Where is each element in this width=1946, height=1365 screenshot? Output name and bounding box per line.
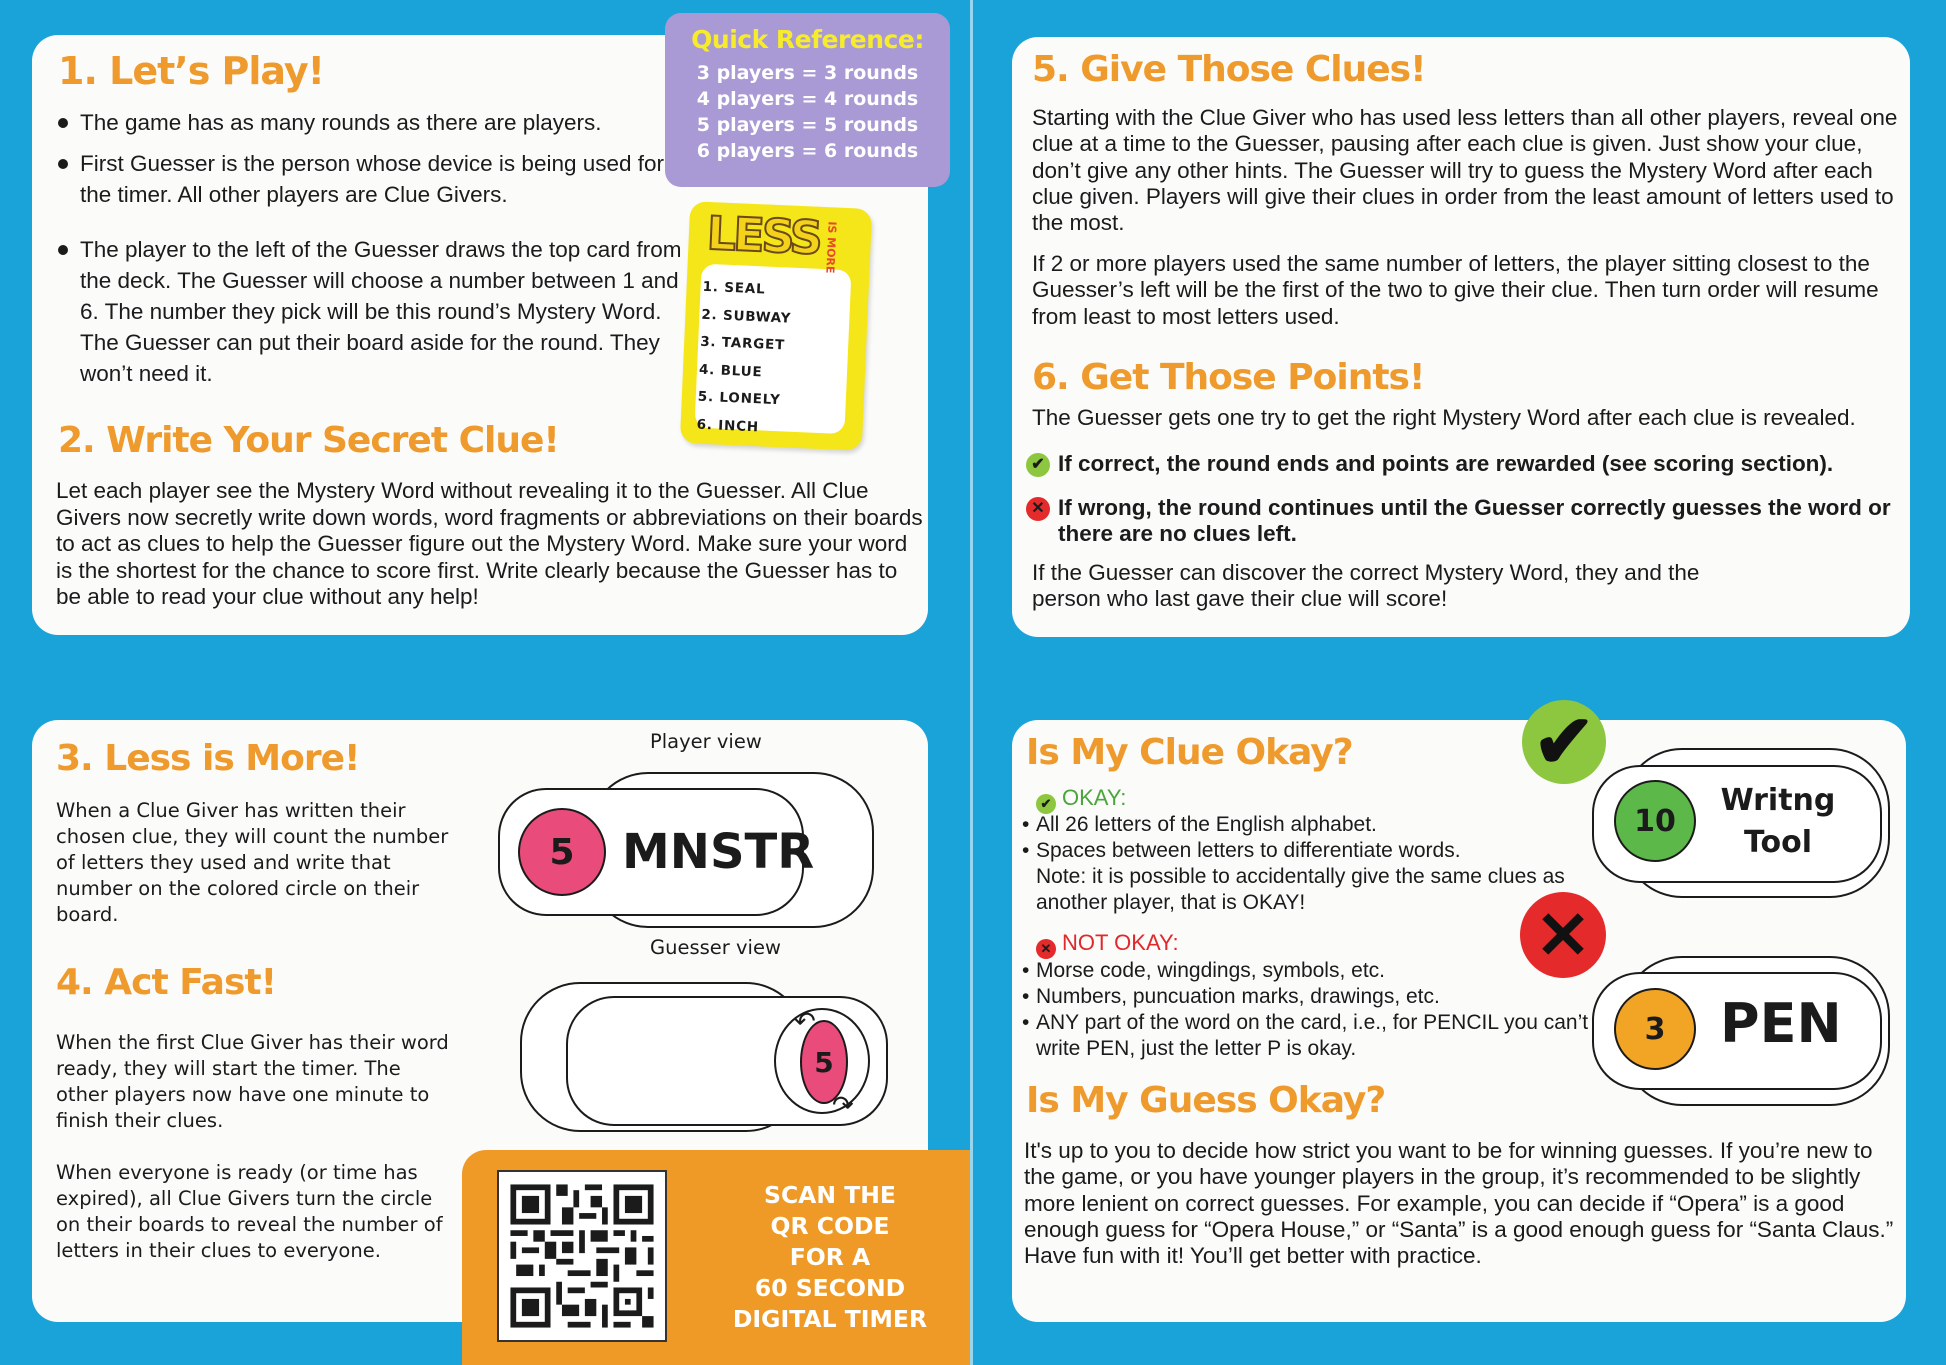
qr-timer-promo — [462, 1150, 970, 1365]
logo-subtitle: IS MORE — [823, 221, 839, 274]
x-icon: ✕ — [1036, 939, 1056, 959]
section-3-body: When a Clue Giver has written their chosen clue, they will count the number of letters they used and write that number on the colored circle on their board. — [56, 799, 449, 926]
bullet-item: First Guesser is the person whose device is being used for the timer. All other players are Clue Givers. — [56, 148, 696, 210]
panel-clue-and-guess-okay — [1012, 700, 1906, 1322]
bullet-item: The player to the left of the Guesser draws the top card from the deck. The Guesser will choose a number between 1 and 6. The number they pick will be this round’s Mystery Word. The Guesser can put their board aside for the round. They won’t need it. — [56, 234, 696, 389]
rotate-arrow-icon: ↶ — [794, 1006, 816, 1036]
bad-example-count: 3 — [1614, 988, 1696, 1070]
section-6-title: 6. Get Those Points! — [1032, 357, 1425, 398]
bullet-dot-icon — [58, 245, 68, 255]
clue-okay-title: Is My Clue Okay? — [1026, 732, 1353, 773]
big-x-icon: ✕ — [1520, 892, 1606, 978]
bullet-dot-icon — [58, 159, 68, 169]
lets-play-bullets — [56, 107, 696, 399]
word-item: 4. BLUE — [698, 361, 763, 380]
x-icon: ✕ — [1026, 497, 1050, 521]
not-okay-list — [1022, 958, 1622, 1062]
qr-code[interactable] — [497, 1170, 667, 1342]
qr-code-icon — [499, 1172, 665, 1340]
section-2-title: 2. Write Your Secret Clue! — [58, 420, 559, 461]
word-item: 3. TARGET — [699, 333, 786, 354]
big-check-icon: ✔ — [1522, 700, 1606, 784]
qr-promo-text: SCAN THE QR CODE FOR A 60 SECOND DIGITAL TIMER — [732, 1181, 928, 1333]
if-correct-rule: ✔ If correct, the round ends and points are rewarded (see scoring section). — [1026, 451, 1896, 477]
section-2-body: Let each player see the Mystery Word without revealing it to the Guesser. All Clue Givers now secretly write down words, word fragments or abbreviations on their boards to act as clues to help the Guesser figure out the Mystery Word. Make sure your word is the shortest for the chance to score first. Write clearly because the Guesser has to be able to read your clue without any help! — [56, 478, 923, 609]
quick-reference-row: 3 players = 3 rounds — [696, 62, 919, 84]
check-icon: ✔ — [1026, 453, 1050, 477]
word-item: 1. SEAL — [702, 278, 766, 298]
word-item: 5. LONELY — [697, 388, 781, 409]
rotate-arrow-icon: ↷ — [832, 1090, 854, 1120]
page-fold-crease — [970, 0, 973, 1365]
okay-item: • All 26 letters of the English alphabet. — [1022, 813, 1377, 836]
flipped-count-circle: 5 — [800, 1020, 848, 1104]
good-example-count: 10 — [1614, 780, 1696, 862]
section-4-para-2: When everyone is ready (or time has expired), all Clue Givers turn the circle on their boards to reveal the number of letters in their clues to everyone. — [56, 1161, 443, 1262]
panel-clues-and-points — [1012, 37, 1910, 637]
section-6-intro: The Guesser gets one try to get the right Mystery Word after each clue is revealed. — [1032, 405, 1856, 430]
bad-example-clue: PEN — [1720, 992, 1842, 1055]
word-item: 6. INCH — [696, 416, 760, 435]
bullet-dot-icon — [58, 118, 68, 128]
player-view-label: Player view — [650, 730, 762, 753]
section-1-title: 1. Let’s Play! — [58, 49, 324, 93]
quick-reference-row: 6 players = 6 rounds — [696, 140, 919, 162]
section-5-para-2: If 2 or more players used the same number of letters, the player sitting closest to the Guesser’s left will be the first of the two to give their clue. Then turn order will resume from least to most letters used. — [1032, 251, 1879, 329]
okay-list — [1022, 812, 1582, 916]
word-list — [696, 274, 793, 443]
good-example-clue: Writng Tool — [1720, 783, 1836, 860]
guess-okay-title: Is My Guess Okay? — [1026, 1080, 1386, 1121]
less-is-more-logo: LESS — [705, 205, 822, 265]
word-item: 2. SUBWAY — [701, 306, 792, 327]
not-okay-item: • ANY part of the word on the card, i.e., for PENCIL you can’t write PEN, just the letter P is okay. — [1022, 1011, 1589, 1060]
sample-word-card — [680, 201, 872, 451]
bullet-item: The game has as many rounds as there are players. — [56, 107, 696, 138]
quick-reference-row: 4 players = 4 rounds — [696, 88, 919, 110]
quick-reference-box — [665, 13, 950, 187]
letter-count-circle: 5 — [518, 808, 606, 896]
okay-label: ✔ OKAY: — [1036, 785, 1126, 814]
if-wrong-rule: ✕ If wrong, the round continues until the Guesser correctly guesses the word or there are no clues left. — [1026, 495, 1896, 547]
quick-reference-row: 5 players = 5 rounds — [696, 114, 919, 136]
section-4-title: 4. Act Fast! — [56, 962, 277, 1003]
check-icon: ✔ — [1036, 794, 1056, 814]
section-5-title: 5. Give Those Clues! — [1032, 49, 1426, 90]
section-4-para-1: When the first Clue Giver has their word ready, they will start the timer. The other players now have one minute to finish their clues. — [56, 1031, 449, 1132]
not-okay-item: • Numbers, puncuation marks, drawings, etc. — [1022, 985, 1440, 1008]
okay-note: Note: it is possible to accidentally give the same clues as another player, that is OKAY! — [1036, 865, 1565, 914]
section-6-outro: If the Guesser can discover the correct Mystery Word, they and the person who last gave their clue will score! — [1032, 560, 1700, 611]
section-3-title: 3. Less is More! — [56, 738, 360, 779]
quick-reference-title: Quick Reference: — [691, 25, 924, 54]
player-clue-word: MNSTR — [622, 824, 815, 880]
section-5-para-1: Starting with the Clue Giver who has used less letters than all other players, reveal one clue at a time to the Guesser, pausing after each clue is given. Just show your clue, don’t give any other hints. The Guesser will try to guess the Mystery Word after each clue given. Players will give their clues in order from the least amount of letters used to the most. — [1032, 105, 1898, 236]
guesser-view-label: Guesser view — [650, 936, 781, 959]
guess-okay-body: It's up to you to decide how strict you want to be for winning guesses. If you’re new to the game, or you have younger players in the group, it’s recommended to be slightly more lenient on correct guesses. For example, you can decide if “Opera” is a good enough guess for “Opera House,” or “Santa” is a good enough guess for “Santa Claus.” Have fun with it! You’ll get better with practice. — [1024, 1138, 1894, 1269]
not-okay-item: • Morse code, wingdings, symbols, etc. — [1022, 959, 1385, 982]
okay-item: • Spaces between letters to differentiate words. — [1022, 839, 1461, 862]
not-okay-label: ✕ NOT OKAY: — [1036, 930, 1179, 959]
